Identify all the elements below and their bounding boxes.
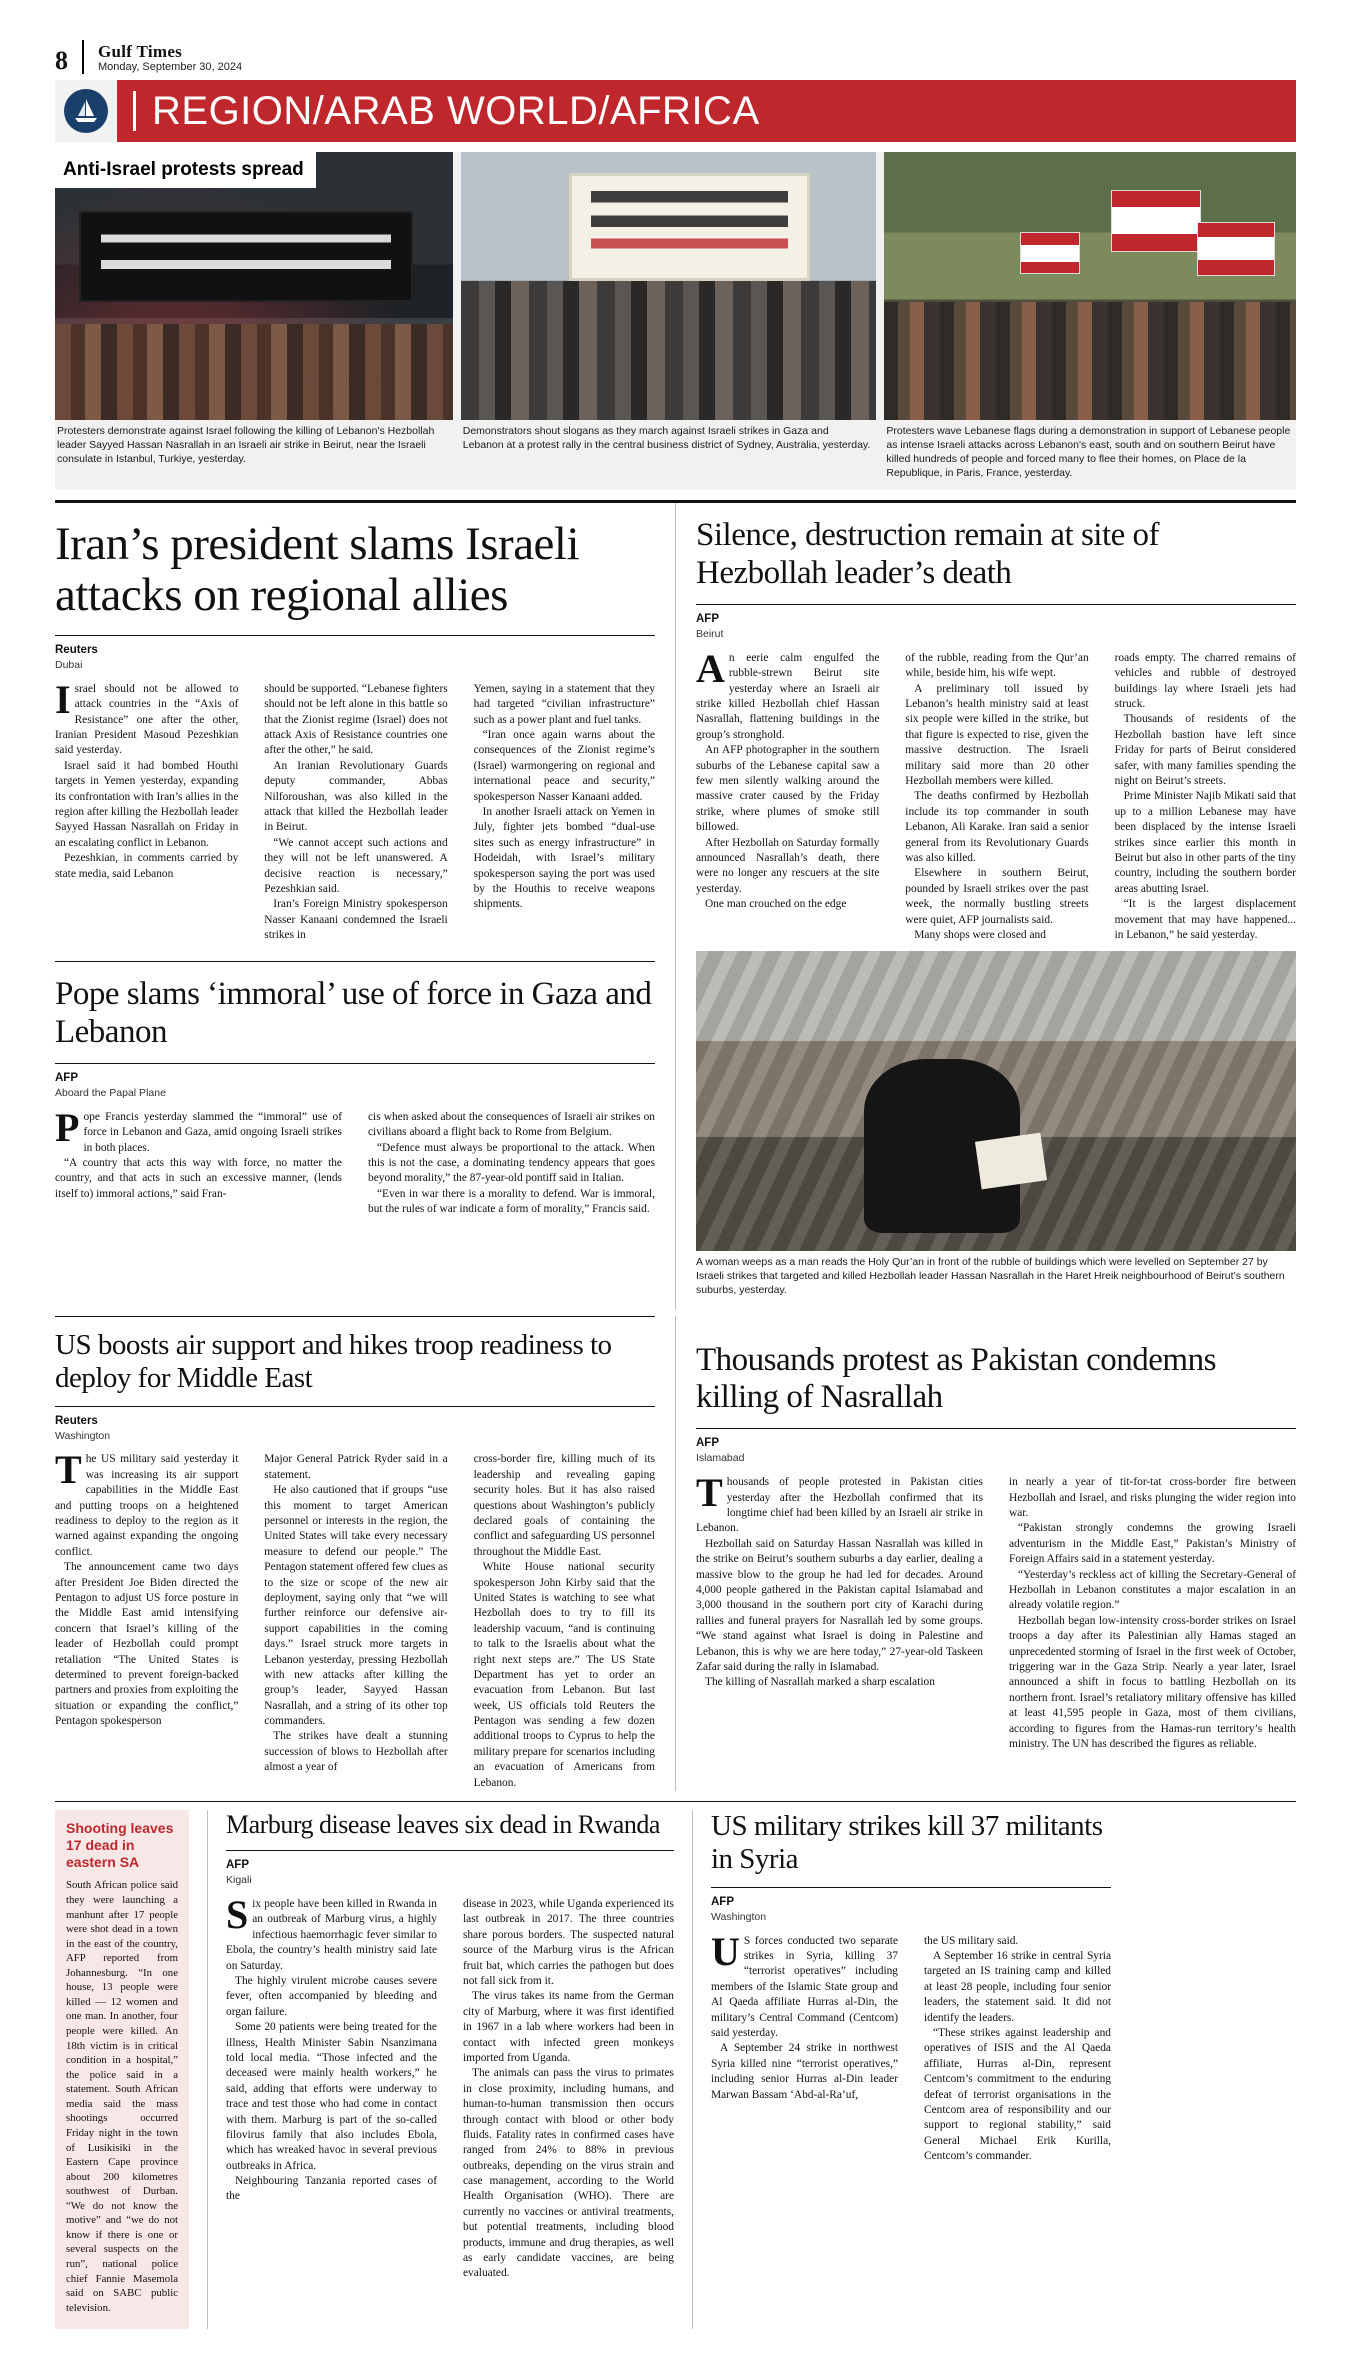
dateline: Beirut <box>696 627 724 640</box>
protest-placard-photo <box>461 152 877 420</box>
story-column: disease in 2023, while Uganda experienced its last outbreak in 2017. The three countries share porous borders. The suspected natural source of the Marburg virus is the African fruit bat, which carries the pathogen but does not fall sick from it. The virus takes its name from the German city of Marburg, where it was first identified in 1967 in a lab where workers had been in contact with infected green monkeys imported from Uganda. The animals can pass the virus to primates in close proximity, including humans, and human-to-human transmission then occurs through contact with blood or other body fluids. Fatality rates in confirmed cases have ranged from 24% to 88% in previous outbreaks, depending on the virus strain and case management, according to the World Health Organisation (WHO). There are currently no vaccines or antiviral treatments, but potential treatments, including blood products, immune and drug therapies, as well as early candidate vaccines, are being evaluated. <box>463 1898 674 2280</box>
story-column: The US military said yesterday it was increasing its air support capabilities in the Middle East and putting troops on a heightened readiness to deploy to the region as it warned against expanding the ongoing conflict. The announcement came two days after President Joe Biden directed the Pentagon to adjust US force posture in the Middle East amid intensifying concern that Israel’s killing of the leader of Hezbollah could prompt retaliation “The United States is determined to prevent foreign-backed partners and proxies from exploiting the situation or expanding the conflict,” Pentagon spokesperson <box>55 1447 239 1728</box>
section-title: REGION/ARAB WORLD/AFRICA <box>152 88 760 133</box>
byline <box>55 1071 655 1101</box>
story-column: cross-border fire, killing much of its leadership and revealing gaping security holes. But it has also raised questions about Washington’s publicly declared goals of containing the conflict and safeguarding US personnel throughout the Middle East. White House national security spokesperson John Kirby said that the United States is watching to see what Hezbollah does to try to fill its leadership vacuum, “and is continuing to talk to the Israelis about what the right next steps are.” The US State Department has yet to order an evacuation from Lebanon. But last week, US officials told Reuters the Pentagon was sending a few dozen additional troops to Cyprus to help the military prepare for scenarios including an evacuation of Americans from Lebanon. <box>473 1453 655 1789</box>
photo-strip <box>55 152 1296 490</box>
story-headline: US military strikes kill 37 militants in Syria <box>711 1810 1103 1876</box>
byline <box>226 1858 674 1888</box>
photo-item <box>55 152 453 488</box>
photo-caption: Demonstrators shout slogans as they march against Israeli strikes in Gaza and Lebanon at a protest rally in the central business district of Sydney, Australia, yesterday. <box>461 420 877 461</box>
agency-name: Reuters <box>55 643 98 656</box>
dateline: Washington <box>55 1429 111 1442</box>
dateline: Washington <box>711 1910 767 1923</box>
story-column: in nearly a year of tit-for-tat cross-border fire between Hezbollah and Israel, and risks plunging the wider region into war. “Pakistan strongly condemns the growing Israeli adventurism in the Middle East,” Pakistan’s Ministry of Foreign Affairs said in a statement yesterday. “Yesterday’s reckless act of killing the Secretary-General of Hezbollah in Lebanon constitutes a major escalation in an already volatile region.” Hezbollah began low-intensity cross-border strikes on Israel troops a day after its Palestinian ally Hamas staged an unprecedented storming of Israel in the first week of October, triggering war in the Gaza Strip. Nearly a year later, Israel announced a shift in focus to battling Hezbollah on its northern front. Israel’s retaliatory military offensive has killed at least 41,595 people in Gaza, most of them civilians, according to figures from the Hamas-run territory’s health ministry. The UN has described the figures as reliable. <box>1009 1476 1296 1750</box>
pakistan-story <box>696 1316 1296 1791</box>
byline <box>55 643 655 673</box>
story-column: Six people have been killed in Rwanda in an outbreak of Marburg virus, a highly infectious haemorrhagic fever similar to Ebola, the country’s health ministry said late on Saturday. The highly virulent microbe causes severe fever, often accompanied by bleeding and organ failure. Some 20 patients were being treated for the illness, Health Minister Sabin Nsanzimana told local media. “Those infected and the deceased were mainly health workers,” he said, adding that efforts were underway to trace and test those who had come in contact with them. Marburg is part of the so-called filovirus family that also includes Ebola, which has wreaked havoc in several previous outbreaks in Africa. Neighbouring Tanzania reported cases of the <box>226 1892 437 2203</box>
rubble-mourning-photo <box>696 951 1296 1251</box>
story-column: Israel should not be allowed to attack countries in the “Axis of Resistance” one after the other, Iranian President Masoud Pezeshkian said yesterday. Israel said it had bombed Houthi targets in Yemen yesterday, expanding its confrontation with Iran’s allies in the region after killing the Hezbollah leader Sayyed Hassan Nasrallah on Friday in an escalating conflict in Lebanon. Pezeshkian, in comments carried by state media, said Lebanon <box>55 676 239 880</box>
story-headline: Pope slams ‘immoral’ use of force in Gaza and Lebanon <box>55 976 652 1050</box>
story-column: Major General Patrick Ryder said in a statement. He also cautioned that if groups “use this moment to target American personnel or interests in the region, the United States will take every necessary measure to defend our people.” The Pentagon statement offered few clues as to the size or scope of the new air deployment, saying only that “we will further reinforce our defensive air-support capabilities in the coming days.” Israel struck more targets in Lebanon yesterday, pressing Hezbollah with new attacks after killing the group’s leader, Sayyed Hassan Nasrallah, and a string of its other top commanders. The strikes have dealt a stunning succession of blows to Hezbollah after almost a year of <box>264 1453 448 1774</box>
story-column: Thousands of people protested in Pakistan cities yesterday after the Hezbollah confirmed that its longtime chief had been killed by an Israeli air strike in Lebanon. Hezbollah said on Saturday Hassan Nasrallah was killed in the strike on Beirut’s southern suburbs a day earlier, dealing a massive blow to the group he had led for decades. Around 4,000 people gathered in the Pakistan capital Islamabad and 3,000 thousand in the southern port city of Karachi during rallies and funeral prayers for Nasrallah led by some groups. “We stand against what Israel is doing in Palestine and Lebanon, this is why we are here today,” 27-year-old Taskeen Zafar said during the rally in Islamabad. The killing of Nasrallah marked a sharp escalation <box>696 1470 983 1689</box>
story-headline: Marburg disease leaves six dead in Rwanda <box>226 1810 660 1840</box>
us-boosts-story <box>55 1316 655 1791</box>
story-column: should be supported. “Lebanese fighters should not be left alone in this battle so that the Zionist regime (Israel) does not attack Axis of Resistance countries one after the other,” he said. An Iranian Revolutionary Guards deputy commander, Abbas Nilforoushan, was also killed in the attack that killed the Hezbollah leader in Beirut. “We cannot accept such actions and they will not be left unanswered. A decisive reaction is necessary,” Pezeshkian said. Iran’s Foreign Ministry spokesperson Nasser Kanaani condemned the Israeli strikes in <box>264 682 448 942</box>
photo-caption: Protesters wave Lebanese flags during a demonstration in support of Lebanese people as intense Israeli attacks across Lebanon's east, south and on southern Beirut have killed hundreds of people and forced many to flee their homes, on Place de la Republique, in Paris, France, yesterday. <box>884 420 1296 488</box>
masthead-logo <box>55 80 117 142</box>
sidebar-title: Shooting leaves 17 dead in eastern SA <box>66 1820 174 1870</box>
agency-name: AFP <box>711 1895 734 1908</box>
page-number: 8 <box>55 46 68 75</box>
story-column: the US military said. A September 16 strike in central Syria targeted an IS training camp and killed at least 28 people, including four senior leaders, the statement said. It did not identify the leaders. “These strikes against leadership and operatives of ISIS and the Al Qaeda affiliate, Hurras al-Din, represent Centcom’s commitment to the enduring defeat of terrorist organisations in the Centcom area of responsibility and our support to regional stability,” said General Michael Erik Kurilla, Centcom’s commander. <box>924 1934 1111 2163</box>
story-column: cis when asked about the consequences of Israeli air strikes on civilians aboard a flight back to Rome from Belgium. “Defence must always be proportional to the attack. When this is not the case, a dominating tendency appears that goes beyond morality,” the 87-year-old pontiff said in Italian. “Even in war there is a morality to defend. War is immoral, but the rules of war indicate a form of morality,” Francis said. <box>368 1110 655 1216</box>
photo-item <box>461 152 877 488</box>
issue-date: Monday, September 30, 2024 <box>98 61 243 74</box>
section-banner <box>55 80 1296 142</box>
story-headline: US boosts air support and hikes troop readiness to deploy for Middle East <box>55 1328 612 1395</box>
masthead <box>55 0 1296 80</box>
agency-name: AFP <box>696 1437 719 1450</box>
agency-name: AFP <box>226 1859 249 1872</box>
masthead-divider <box>82 40 84 74</box>
photo-caption: Protesters demonstrate against Israel following the killing of Lebanon's Hezbollah leader Sayyed Hassan Nasrallah in an Israeli air strike in Beirut, near the Israeli consulate in Istanbul, Turkiye, yesterday. <box>55 420 453 475</box>
byline <box>55 1414 655 1444</box>
story-headline: Thousands protest as Pakistan condemns killing of Nasrallah <box>696 1341 1216 1416</box>
silence-story <box>696 503 1296 1309</box>
page-title: Iran’s president slams Israeli attacks on regional allies <box>55 518 580 622</box>
lebanese-flags-photo <box>884 152 1296 420</box>
syria-story <box>711 1810 1111 2329</box>
story-column: Pope Francis yesterday slammed the “immoral” use of force in Lebanon and Gaza, amid ongoing Israeli strikes in both places. “A country that acts this way with force, no matter the country, and that acts in such an excessive manner, (lends itself to) immoral actions,” said Fran- <box>55 1104 342 1200</box>
story-column: of the rubble, reading from the Qur’an while, beside him, his wife wept. A preliminary toll issued by Lebanon’s health ministry said at least six people were killed in the strike, but that figure is expected to rise, given the massive destruction. The Israeli military said more than 20 other Hezbollah members were killed. The deaths confirmed by Hezbollah include its top commander in south Lebanon, Ali Karake. Iran said a senior general from its Revolutionary Guards was also killed. Elsewhere in southern Beirut, pounded by Israeli strikes over the past week, the normally bustling streets were quiet, AFP journalists said. Many shops were closed and <box>905 651 1089 941</box>
photo-item <box>884 152 1296 488</box>
shooting-sidebar <box>55 1810 189 2329</box>
rubble-photo-block <box>696 951 1296 1306</box>
byline <box>711 1895 1111 1925</box>
story-column: An eerie calm engulfed the rubble-strewn Beirut site yesterday where an Israeli air strike killed Hezbollah chief Hassan Nasrallah, flattening buildings in the group’s stronghold. An AFP photographer in the southern suburbs of the Lebanese capital saw a few men silently walking around the massive crater caused by the Friday strike, where plumes of smoke still billowed. After Hezbollah on Saturday formally announced Nasrallah’s death, there were no longer any rescuers at the site yesterday. One man crouched on the edge <box>696 645 880 911</box>
byline <box>696 1436 1296 1466</box>
marburg-story <box>226 1810 674 2329</box>
story-column: Yemen, saying in a statement that they had targeted “civilian infrastructure” such as a power plant and fuel tanks. “Iran once again warns about the consequences of the Zionist regime’s (Israel) warmongering on regional and international peace and security,” spokesperson Nasser Kanaani added. In another Israeli attack on Yemen in July, fighter jets bombed “dual-use sites such as energy infrastructure” in Hodeidah, with Israel’s military spokesperson saying the port was used by the Houthis to receive weapons shipments. <box>473 682 655 911</box>
photo-caption: A woman weeps as a man reads the Holy Qur’an in front of the rubble of buildings which were levelled on September 27 by Israeli strikes that targeted and killed Hezbollah leader Hassan Nasrallah in the Haret Hreik neighbourhood of Beirut’s southern suburbs, yesterday. <box>696 1251 1296 1306</box>
dateline: Islamabad <box>696 1452 745 1465</box>
agency-name: AFP <box>55 1072 78 1085</box>
dhow-boat-icon <box>64 89 108 133</box>
lead-story <box>55 519 655 943</box>
paper-name: Gulf Times <box>98 41 183 61</box>
story-column: US forces conducted two separate strikes in Syria, killing 37 “terrorist operatives” including members of the Islamic State group and Al Qaeda affiliate Hurras al-Din, the military’s Central Command (Centcom) said yesterday. A September 24 strike in northwest Syria killed nine “terrorist operatives,” including senior Hurras al-Din leader Marwan Bassam ‘Abd-al-Ra’uf, <box>711 1928 898 2101</box>
story-column: roads empty. The charred remains of vehicles and rubble of destroyed buildings lay where Israeli jets had struck. Thousands of residents of the Hezbollah bastion have left since Friday for parts of Beirut considered safer, with many families spending the night on Beirut’s streets. Prime Minister Najib Mikati said that up to a million Lebanese may have been displaced by the intense Israeli strikes since earlier this month in Beirut but also in other parts of the tiny country, including the southern border areas abutting Israel. “It is the largest displacement movement that may have happened... in Lebanon,” he said yesterday. <box>1114 651 1296 941</box>
sidebar-text: South African police said they were launching a manhunt after 17 people were shot dead in a town in the east of the country, AFP reported from Johannesburg. “In one house, 13 people were killed — 12 women and one man. In another, four people were killed. An 18th victim is in critical condition in a hospital,” the police said in a statement. South African media said the mass shootings occurred Friday night in the town of Lusikisiki in the Eastern Cape province about 200 kilometres southwest of Durban. “We do not know the motive” and “we do not know if there is one or several suspects on the run”, national police chief Fannie Masemola said on SABC public television. <box>66 1879 178 2314</box>
story-headline: Silence, destruction remain at site of Hezbollah leader’s death <box>696 517 1160 591</box>
strip-kicker: Anti-Israel protests spread <box>55 152 316 188</box>
agency-name: Reuters <box>55 1414 98 1427</box>
protest-banner-photo <box>55 152 453 420</box>
agency-name: AFP <box>696 613 719 625</box>
byline <box>696 612 1296 642</box>
pope-story <box>55 961 655 1217</box>
dateline: Dubai <box>55 658 83 671</box>
banner-separator <box>133 91 136 131</box>
dateline: Kigali <box>226 1874 252 1887</box>
dateline: Aboard the Papal Plane <box>55 1086 166 1099</box>
